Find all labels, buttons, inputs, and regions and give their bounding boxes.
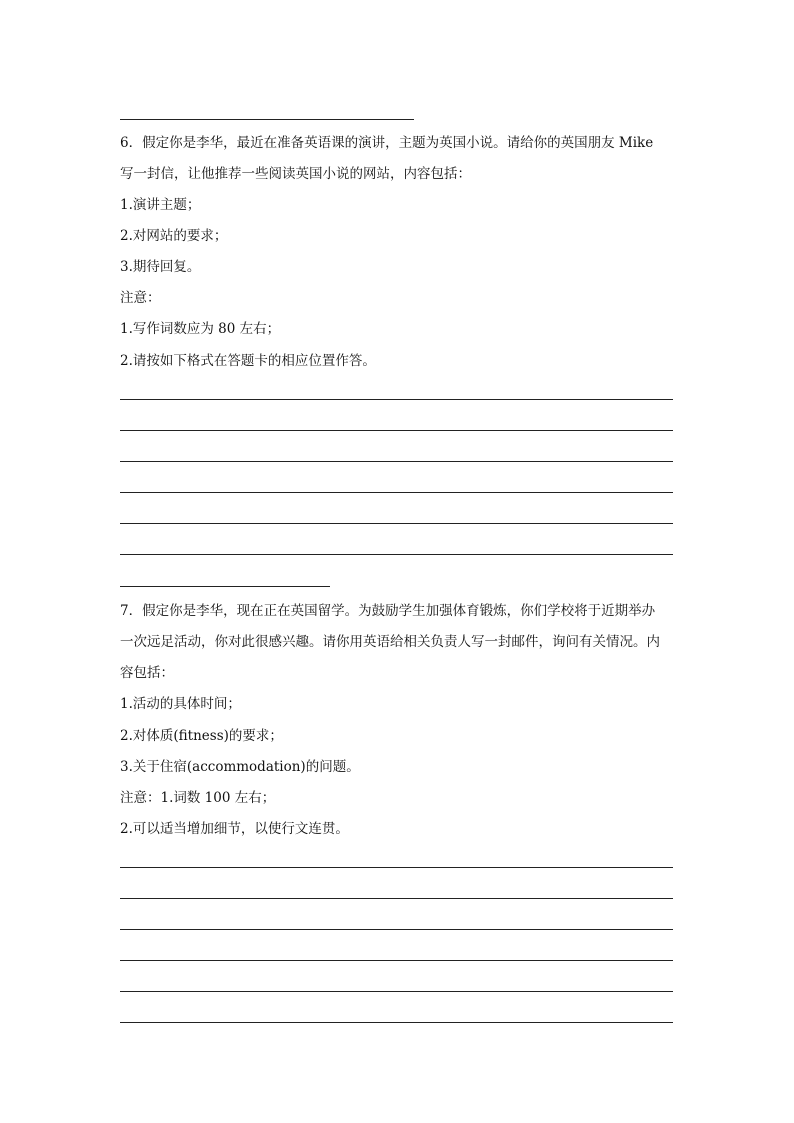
q7-line-3: 容包括： (120, 665, 174, 681)
answer-line[interactable] (120, 554, 673, 555)
q6-line-2: 写一封信，让他推荐一些阅读英国小说的网站，内容包括： (120, 166, 471, 182)
q6-item-3: 3.期待回复。 (120, 259, 201, 275)
answer-line[interactable] (120, 1022, 673, 1023)
answer-line[interactable] (120, 898, 673, 899)
answer-line[interactable] (120, 867, 673, 868)
q7-note-2: 2.可以适当增加细节，以使行文连贯。 (120, 821, 349, 837)
answer-line[interactable] (120, 929, 673, 930)
q7-line-1: 7．假定你是李华，现在正在英国留学。为鼓励学生加强体育锻炼，你们学校将于近期举办 (120, 603, 656, 619)
answer-line[interactable] (120, 991, 673, 992)
q6-line-1: 6．假定你是李华，最近在准备英语课的演讲，主题为英国小说。请给你的英国朋友 Mike (120, 135, 654, 151)
q6-item-1: 1.演讲主题； (120, 197, 201, 213)
separator-rule (120, 586, 330, 587)
q6-note-heading: 注意： (120, 290, 161, 306)
q7-line-2: 一次远足活动，你对此很感兴趣。请你用英语给相关负责人写一封邮件，询问有关情况。内 (120, 634, 660, 650)
answer-line[interactable] (120, 461, 673, 462)
answer-line[interactable] (120, 430, 673, 431)
separator-rule (120, 119, 414, 120)
q7-item-3: 3.关于住宿(accommodation)的问题。 (120, 759, 360, 775)
q6-note-2: 2.请按如下格式在答题卡的相应位置作答。 (120, 353, 376, 369)
q7-item-2: 2.对体质(fitness)的要求； (120, 728, 283, 744)
answer-line[interactable] (120, 492, 673, 493)
answer-line[interactable] (120, 399, 673, 400)
q6-item-2: 2.对网站的要求； (120, 228, 228, 244)
q7-item-1: 1.活动的具体时间； (120, 696, 241, 712)
q6-note-1: 1.写作词数应为 80 左右； (120, 321, 281, 337)
q7-note-1: 注意：1.词数 100 左右； (120, 790, 276, 806)
answer-line[interactable] (120, 960, 673, 961)
answer-line[interactable] (120, 523, 673, 524)
